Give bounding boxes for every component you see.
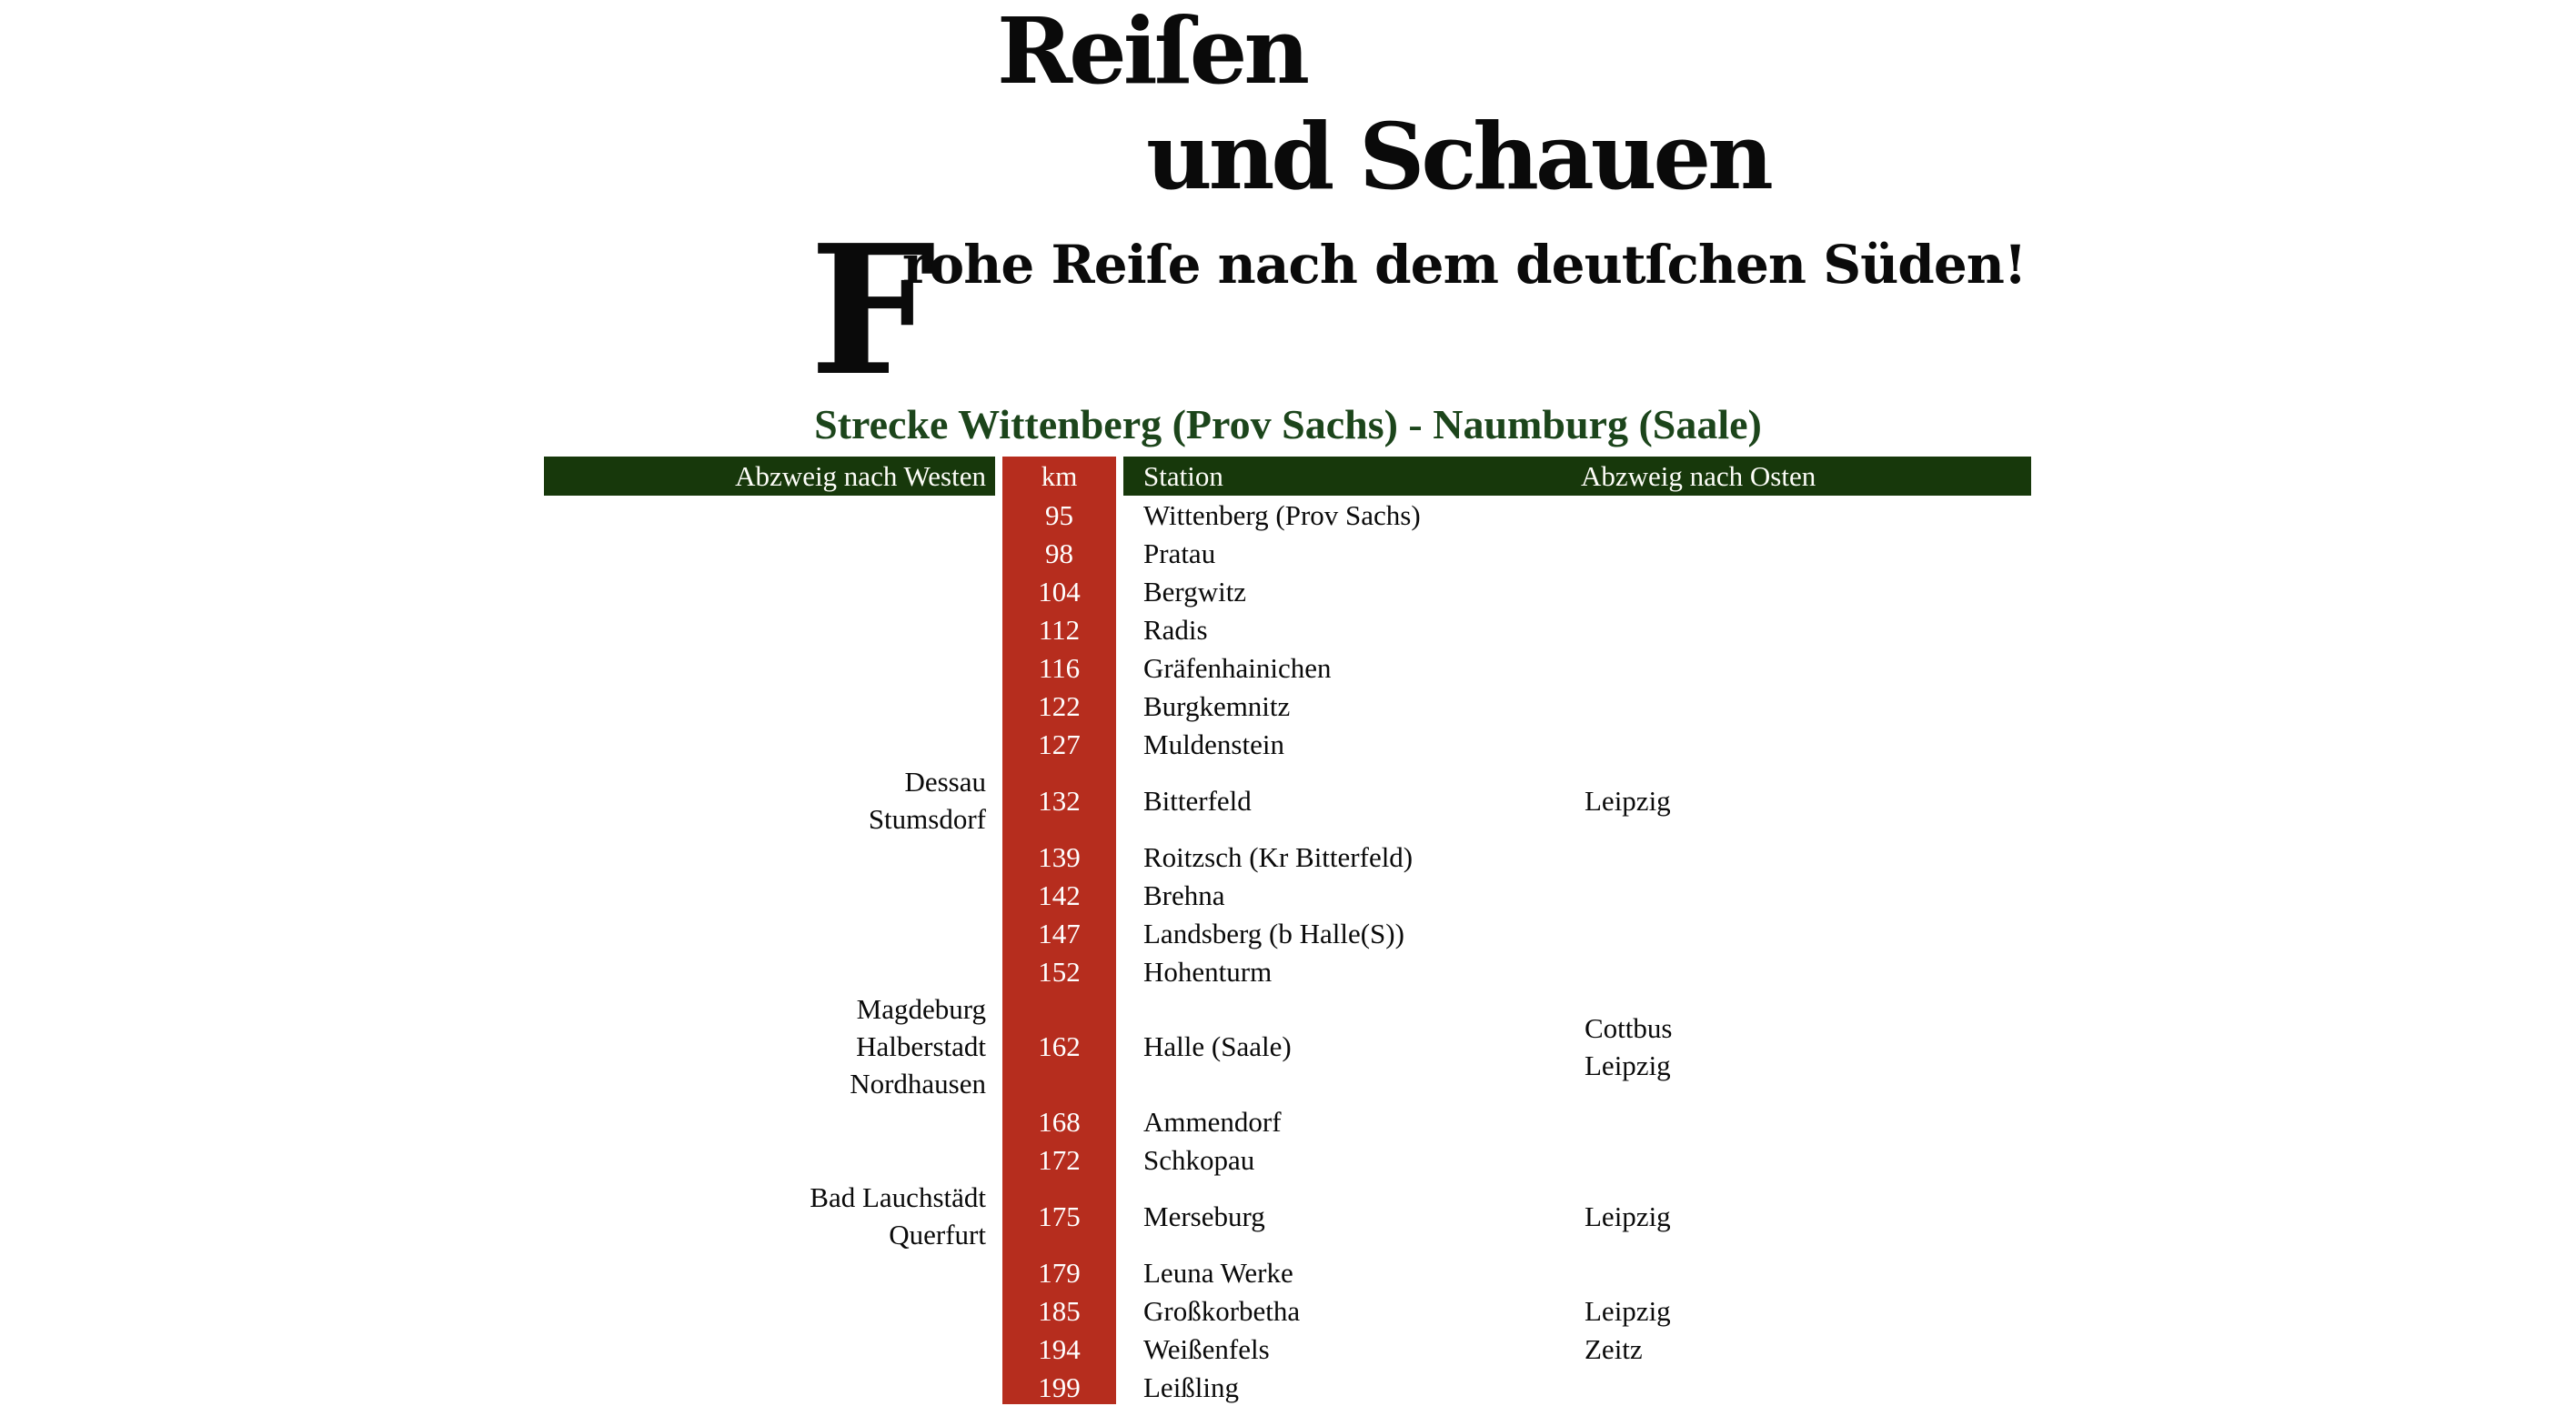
east-branches bbox=[1574, 1330, 2031, 1368]
slogan-text: rohe Reiſe nach dem deutſchen Süden! bbox=[902, 234, 2027, 296]
east-branches bbox=[1574, 687, 2031, 725]
branch-line: Zeitz bbox=[1585, 1332, 1643, 1365]
west-branches bbox=[544, 687, 995, 725]
table-row bbox=[544, 1179, 2031, 1253]
column-gap bbox=[995, 1140, 1002, 1179]
station-name: Pratau bbox=[1143, 537, 1216, 569]
table-row bbox=[544, 763, 2031, 838]
west-branches bbox=[544, 725, 995, 763]
station-name: Großkorbetha bbox=[1143, 1294, 1301, 1327]
branch-line: Dessau bbox=[904, 766, 986, 798]
table-header-row bbox=[544, 457, 2031, 496]
east-branches bbox=[1574, 1368, 2031, 1406]
east-branches bbox=[1574, 496, 2031, 534]
km-value: 104 bbox=[1038, 575, 1081, 608]
column-gap bbox=[995, 1291, 1002, 1330]
km-value: 152 bbox=[1038, 955, 1081, 988]
column-gap bbox=[1116, 914, 1123, 952]
column-gap bbox=[1116, 534, 1123, 572]
branch-line: Stumsdorf bbox=[868, 803, 986, 835]
station-name: Leißling bbox=[1143, 1371, 1240, 1403]
column-gap bbox=[995, 838, 1002, 876]
east-branches bbox=[1574, 914, 2031, 952]
column-gap bbox=[1116, 1179, 1123, 1253]
east-branches bbox=[1574, 648, 2031, 687]
column-gap bbox=[995, 648, 1002, 687]
station-name: Schkopau bbox=[1143, 1143, 1255, 1176]
branch-line: Querfurt bbox=[889, 1219, 986, 1250]
station-name: Bergwitz bbox=[1143, 575, 1247, 608]
header-abzweig-nach-westen: Abzweig nach Westen bbox=[544, 457, 995, 496]
station-name: Leuna Werke bbox=[1143, 1256, 1293, 1289]
station-name: Wittenberg (Prov Sachs) bbox=[1143, 498, 1421, 531]
table-row bbox=[544, 1140, 2031, 1179]
column-gap bbox=[995, 952, 1002, 990]
station-name: Roitzsch (Kr Bitterfeld) bbox=[1143, 840, 1414, 873]
column-gap bbox=[1116, 952, 1123, 990]
table-row bbox=[544, 952, 2031, 990]
logo-und-schauen: und Schauen bbox=[1146, 103, 1770, 210]
west-branches bbox=[544, 1140, 995, 1179]
branch-line: Nordhausen bbox=[850, 1068, 986, 1100]
column-gap bbox=[995, 1368, 1002, 1406]
station-name: Merseburg bbox=[1143, 1200, 1265, 1232]
column-gap bbox=[1116, 457, 1123, 496]
table-row bbox=[544, 1368, 2031, 1406]
header-station: Station bbox=[1143, 460, 1223, 492]
station-name: Gräfenhainichen bbox=[1143, 651, 1332, 684]
branch-line: Cottbus bbox=[1585, 1011, 1673, 1044]
header-abzweig-nach-osten: Abzweig nach Osten bbox=[1581, 460, 1816, 492]
route-table bbox=[544, 457, 2031, 1404]
header-km: km bbox=[1041, 460, 1078, 492]
km-value: 132 bbox=[1038, 784, 1081, 817]
column-gap bbox=[1116, 648, 1123, 687]
column-gap bbox=[1116, 572, 1123, 610]
column-gap bbox=[995, 457, 1002, 496]
station-name: Halle (Saale) bbox=[1143, 1030, 1292, 1062]
branch-line: Halberstadt bbox=[856, 1030, 986, 1062]
east-branches bbox=[1574, 610, 2031, 648]
column-gap bbox=[1116, 838, 1123, 876]
station-name: Ammendorf bbox=[1143, 1105, 1282, 1138]
table-row bbox=[544, 990, 2031, 1102]
column-gap bbox=[1116, 725, 1123, 763]
column-gap bbox=[1116, 1102, 1123, 1140]
km-value: 194 bbox=[1038, 1332, 1081, 1365]
column-gap bbox=[1116, 610, 1123, 648]
column-gap bbox=[1116, 1253, 1123, 1291]
km-value: 162 bbox=[1038, 1030, 1081, 1062]
east-branches bbox=[1574, 1140, 2031, 1179]
west-branches bbox=[544, 534, 995, 572]
east-branches bbox=[1574, 1179, 2031, 1253]
station-name: Muldenstein bbox=[1143, 728, 1284, 760]
west-branches bbox=[544, 1291, 995, 1330]
column-gap bbox=[1116, 990, 1123, 1102]
west-branches bbox=[544, 1368, 995, 1406]
column-gap bbox=[995, 1253, 1002, 1291]
km-value: 172 bbox=[1038, 1143, 1081, 1176]
branch-line: Leipzig bbox=[1585, 1049, 1671, 1081]
km-value: 116 bbox=[1038, 651, 1081, 684]
table-row bbox=[544, 534, 2031, 572]
column-gap bbox=[1116, 1368, 1123, 1406]
station-name: Brehna bbox=[1143, 879, 1225, 911]
column-gap bbox=[1116, 763, 1123, 838]
column-gap bbox=[1116, 1291, 1123, 1330]
column-gap bbox=[995, 1330, 1002, 1368]
km-value: 112 bbox=[1038, 613, 1081, 646]
branch-line: Leipzig bbox=[1585, 1294, 1671, 1327]
km-value: 98 bbox=[1045, 537, 1073, 569]
table-row bbox=[544, 687, 2031, 725]
branch-line: Bad Lauchstädt bbox=[810, 1181, 986, 1213]
table-body bbox=[544, 496, 2031, 1406]
east-branches bbox=[1574, 725, 2031, 763]
west-branches bbox=[544, 572, 995, 610]
header-station-east-band bbox=[1123, 457, 2031, 496]
column-gap bbox=[995, 534, 1002, 572]
table-row bbox=[544, 1253, 2031, 1291]
km-value: 127 bbox=[1038, 728, 1081, 760]
km-value: 179 bbox=[1038, 1256, 1081, 1289]
west-branches bbox=[544, 1253, 995, 1291]
km-value: 139 bbox=[1038, 840, 1081, 873]
east-branches bbox=[1574, 763, 2031, 838]
west-branches bbox=[544, 610, 995, 648]
west-branches bbox=[544, 496, 995, 534]
column-gap bbox=[995, 610, 1002, 648]
table-row bbox=[544, 838, 2031, 876]
station-name: Bitterfeld bbox=[1143, 784, 1252, 817]
station-name: Landsberg (b Halle(S)) bbox=[1143, 917, 1404, 949]
west-branches bbox=[544, 838, 995, 876]
station-name: Burgkemnitz bbox=[1143, 689, 1291, 722]
column-gap bbox=[1116, 876, 1123, 914]
column-gap bbox=[995, 763, 1002, 838]
east-branches bbox=[1574, 1102, 2031, 1140]
branch-line: Leipzig bbox=[1585, 784, 1671, 817]
column-gap bbox=[1116, 496, 1123, 534]
west-branches bbox=[544, 648, 995, 687]
station-name: Weißenfels bbox=[1143, 1332, 1270, 1365]
column-gap bbox=[995, 914, 1002, 952]
east-branches bbox=[1574, 838, 2031, 876]
column-gap bbox=[1116, 687, 1123, 725]
column-gap bbox=[995, 687, 1002, 725]
east-branches bbox=[1574, 990, 2031, 1102]
column-gap bbox=[995, 496, 1002, 534]
km-value: 168 bbox=[1038, 1105, 1081, 1138]
west-branches bbox=[544, 876, 995, 914]
logo-reisen: Reiſen bbox=[997, 0, 1307, 105]
east-branches bbox=[1574, 1253, 2031, 1291]
west-branches bbox=[544, 1102, 995, 1140]
column-gap bbox=[995, 725, 1002, 763]
east-branches bbox=[1574, 876, 2031, 914]
west-branches bbox=[544, 763, 995, 838]
west-branches bbox=[544, 1179, 995, 1253]
slogan-drop-cap: F bbox=[810, 206, 937, 416]
table-row bbox=[544, 1291, 2031, 1330]
km-value: 95 bbox=[1045, 498, 1073, 531]
column-gap bbox=[995, 990, 1002, 1102]
km-value: 147 bbox=[1038, 917, 1081, 949]
column-gap bbox=[1116, 1330, 1123, 1368]
column-gap bbox=[995, 572, 1002, 610]
east-branches bbox=[1574, 572, 2031, 610]
table-row bbox=[544, 1330, 2031, 1368]
km-value: 142 bbox=[1038, 879, 1081, 911]
table-row bbox=[544, 648, 2031, 687]
km-value: 175 bbox=[1038, 1200, 1081, 1232]
branch-line: Magdeburg bbox=[856, 993, 986, 1025]
east-branches bbox=[1574, 1291, 2031, 1330]
table-row bbox=[544, 1102, 2031, 1140]
column-gap bbox=[1116, 1140, 1123, 1179]
table-row bbox=[544, 496, 2031, 534]
west-branches bbox=[544, 990, 995, 1102]
station-name: Radis bbox=[1143, 613, 1208, 646]
west-branches bbox=[544, 1330, 995, 1368]
station-name: Hohenturm bbox=[1143, 955, 1273, 988]
table-row bbox=[544, 610, 2031, 648]
table-row bbox=[544, 876, 2031, 914]
column-gap bbox=[995, 876, 1002, 914]
km-value: 122 bbox=[1038, 689, 1081, 722]
east-branches bbox=[1574, 534, 2031, 572]
branch-line: Leipzig bbox=[1585, 1200, 1671, 1232]
km-value: 199 bbox=[1038, 1371, 1081, 1403]
west-branches bbox=[544, 952, 995, 990]
east-branches bbox=[1574, 952, 2031, 990]
table-row bbox=[544, 914, 2031, 952]
west-branches bbox=[544, 914, 995, 952]
page-title: Strecke Wittenberg (Prov Sachs) - Naumburg (Saale) bbox=[814, 401, 1762, 447]
km-value: 185 bbox=[1038, 1294, 1081, 1327]
column-gap bbox=[995, 1179, 1002, 1253]
table-row bbox=[544, 572, 2031, 610]
column-gap bbox=[995, 1102, 1002, 1140]
table-row bbox=[544, 725, 2031, 763]
